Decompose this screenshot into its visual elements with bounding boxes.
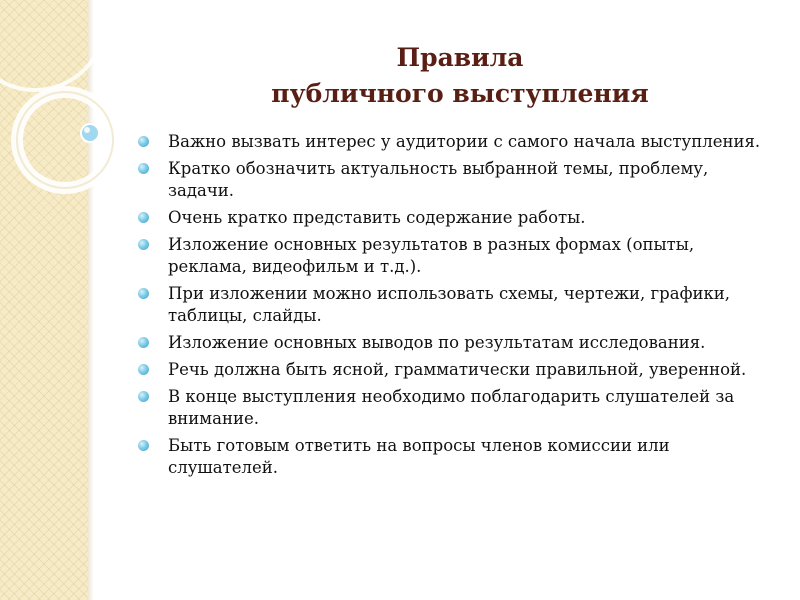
list-item	[138, 234, 778, 278]
list-item-text: При изложении можно использовать схемы, чертежи, графики, таблицы, слайды.	[168, 284, 731, 325]
blue-bubble-bullet-icon	[138, 364, 149, 375]
list-item	[138, 386, 778, 430]
list-item	[138, 332, 778, 354]
slide-title-line-1: Правила	[396, 43, 524, 72]
blue-bubble-bullet-icon	[138, 136, 149, 147]
list-item	[138, 207, 778, 229]
slide-title	[180, 40, 740, 112]
list-item-text: Изложение основных результатов в разных формах (опыты, реклама, видеофильм и т.д.).	[168, 235, 695, 276]
list-item-text: Изложение основных выводов по результатам исследования.	[168, 333, 706, 352]
blue-bubble-bullet-icon	[138, 239, 149, 250]
list-item-text: Кратко обозначить актуальность выбранной темы, проблему, задачи.	[168, 159, 709, 200]
blue-bubble-bullet-icon	[138, 391, 149, 402]
blue-bubble-bullet-icon	[138, 337, 149, 348]
rules-list	[138, 131, 778, 484]
list-item	[138, 158, 778, 202]
list-item	[138, 359, 778, 381]
list-item-text: Быть готовым ответить на вопросы членов комиссии или слушателей.	[168, 436, 670, 477]
list-item-text: Важно вызвать интерес у аудитории с самого начала выступления.	[168, 132, 761, 151]
list-item	[138, 435, 778, 479]
list-item-text: Очень кратко представить содержание работы.	[168, 208, 586, 227]
side-strip-shadow	[88, 0, 94, 600]
list-item	[138, 131, 778, 153]
blue-bubble-bullet-icon	[138, 163, 149, 174]
list-item	[138, 283, 778, 327]
list-item-text: Речь должна быть ясной, грамматически правильной, уверенной.	[168, 360, 747, 379]
decorative-side-strip	[0, 0, 88, 600]
slide-title-line-2: публичного выступления	[271, 79, 649, 108]
blue-bubble-bullet-icon	[138, 288, 149, 299]
blue-bubble-bullet-icon	[138, 440, 149, 451]
list-item-text: В конце выступления необходимо поблагодарить слушателей за внимание.	[168, 387, 735, 428]
blue-bubble-bullet-icon	[138, 212, 149, 223]
